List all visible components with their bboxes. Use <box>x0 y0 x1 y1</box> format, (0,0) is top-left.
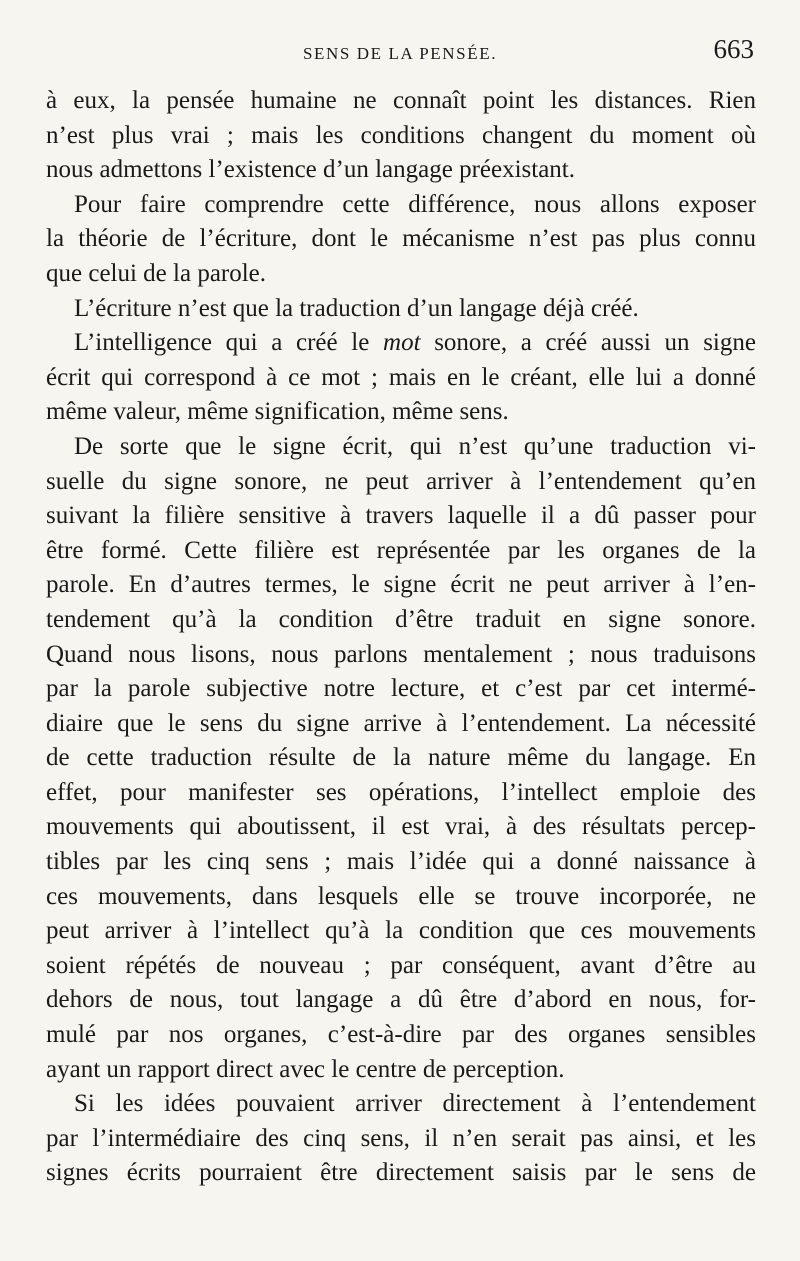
text-line: mulé par nos organes, c’est-à-dire par des organes sensibles <box>46 1021 756 1049</box>
text-line: la théorie de l’écriture, dont le mécanisme n’est pas plus connu <box>46 225 756 253</box>
running-title: SENS DE LA PENSÉE. <box>302 44 498 63</box>
text-line: de cette traduction résulte de la nature même du langage. En <box>46 744 756 772</box>
text-line: Pour faire comprendre cette différence, nous allons exposer <box>74 190 756 218</box>
text-line: ces mouvements, dans lesquels elle se trouve incorporée, ne <box>46 882 756 910</box>
text-line: effet, pour manifester ses opérations, l’intellect emploie des <box>46 778 756 806</box>
text-line: même valeur, même signification, même sens. <box>46 398 509 426</box>
text-line: Quand nous lisons, nous parlons mentalement ; nous traduisons <box>46 640 756 668</box>
text-line: tendement qu’à la condition d’être traduit en signe sonore. <box>46 605 756 633</box>
body-text <box>46 84 756 1191</box>
text-line: dehors de nous, tout langage a dû être d’abord en nous, for- <box>46 986 756 1014</box>
text-line: peut arriver à l’intellect qu’à la condition que ces mouvements <box>46 917 756 945</box>
text-line: écrit qui correspond à ce mot ; mais en le créant, elle lui a donné <box>46 363 756 391</box>
text-line: Si les idées pouvaient arriver directement à l’entendement <box>74 1090 756 1118</box>
paragraph <box>46 292 756 327</box>
text-line: L’écriture n’est que la traduction d’un langage déjà créé. <box>74 294 639 322</box>
text-line: suivant la filière sensitive à travers laquelle il a dû passer pour <box>46 502 756 530</box>
text-line: signes écrits pourraient être directement saisis par le sens de <box>46 1159 756 1187</box>
text-line: à eux, la pensée humaine ne connaît point les distances. Rien <box>46 87 756 114</box>
text-line: De sorte que le signe écrit, qui n’est qu’une traduction vi- <box>74 432 756 460</box>
text-line: par la parole subjective notre lecture, et c’est par cet intermé- <box>46 675 756 703</box>
text-line: suelle du signe sonore, ne peut arriver à l’entendement qu’en <box>46 467 756 495</box>
text-line: n’est plus vrai ; mais les conditions changent du moment où <box>46 121 756 149</box>
page-number: 663 <box>713 34 754 64</box>
text-line: nous admettons l’existence d’un langage préexistant. <box>46 156 576 184</box>
paragraph <box>46 430 756 1087</box>
text-line: soient répétés de nouveau ; par conséquent, avant d’être au <box>46 951 756 979</box>
text-line: L’intelligence qui a créé le mot sonore, a créé aussi un signe <box>74 329 756 357</box>
text-line: par l’intermédiaire des cinq sens, il n’en serait pas ainsi, et les <box>46 1124 756 1152</box>
paragraph <box>46 1087 756 1191</box>
text-line: que celui de la parole. <box>46 259 267 287</box>
text-line: diaire que le sens du signe arrive à l’entendement. La nécessité <box>46 709 756 737</box>
paragraph <box>46 188 756 292</box>
text-line: parole. En d’autres termes, le signe écrit ne peut arriver à l’en- <box>46 571 756 599</box>
page-header <box>46 34 754 74</box>
text-line: tibles par les cinq sens ; mais l’idée qui a donné naissance à <box>46 848 756 876</box>
text-line: ayant un rapport direct avec le centre de perception. <box>46 1055 565 1083</box>
text-line: mouvements qui aboutissent, il est vrai, à des résultats percep- <box>46 813 756 841</box>
text-line: être formé. Cette filière est représentée par les organes de la <box>46 536 756 564</box>
paragraph <box>46 84 756 188</box>
paragraph <box>46 326 756 430</box>
